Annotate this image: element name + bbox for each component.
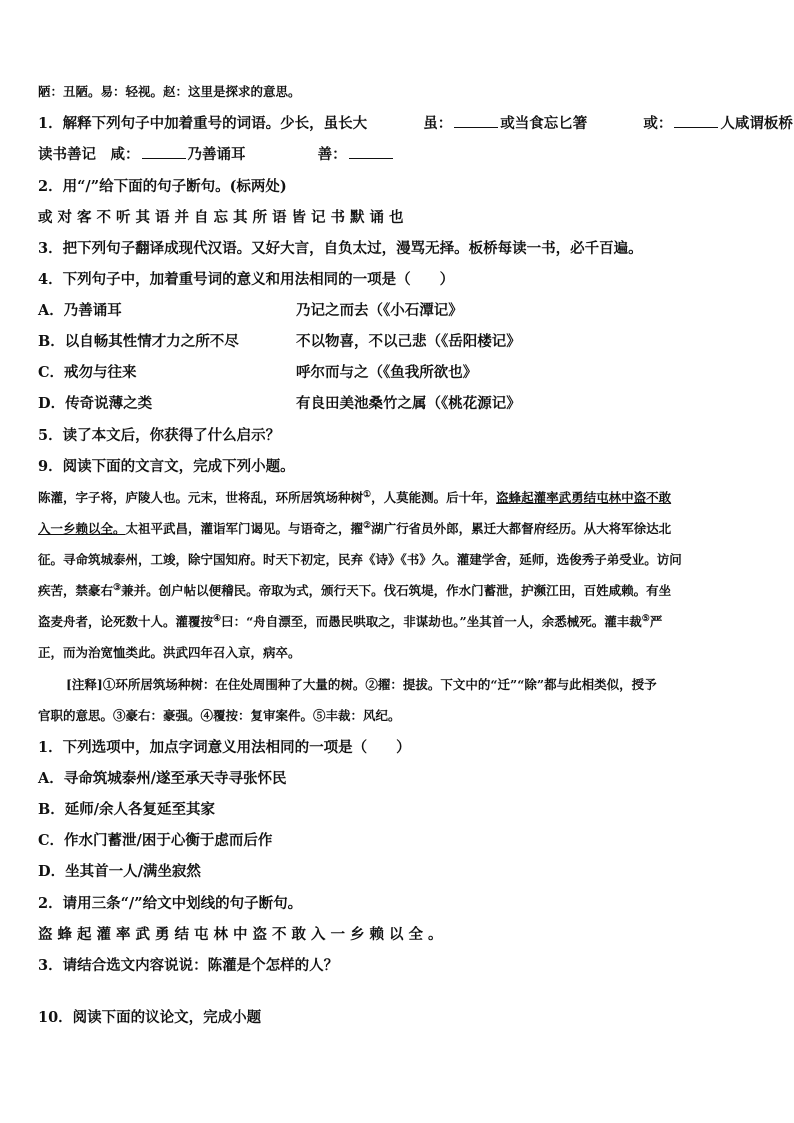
q1-label-sui: 虽： [423, 115, 453, 132]
q4-option-c[interactable] [38, 364, 758, 381]
sq1-option-d[interactable]: D．坐其首一人/满坐寂然 [38, 863, 201, 880]
underlined-sentence: 盗蜂起灌率武勇结屯林中盗不敢 [496, 490, 672, 506]
question-4: 4．下列句子中，加着重号词的意义和用法相同的一项是（ ） [38, 271, 455, 288]
annotation-line-1: [注释]①环所居筑场种树：在住处周围种了大量的树。②擢：提拔。下文中的“迁”“除”都与此相类似，授予 [66, 677, 657, 692]
passage-text: 湖广行省员外郎，累迁大都督府经历。从大将军徐达北 [371, 521, 672, 537]
question-1-cont [38, 146, 758, 163]
q1-text-3: 人咸谓板桥 [720, 115, 793, 132]
q1-text-4: 乃善诵耳 [187, 146, 246, 163]
annotation-line-2: 官职的意思。③豪右：豪强。④覆按：复审案件。⑤丰裁：风纪。 [38, 708, 401, 723]
question-5: 5．读了本文后，你获得了什么启示？ [38, 427, 281, 444]
footnote-mark: ④ [213, 614, 222, 624]
sq1-option-b[interactable]: B．延师/余人各复延至其家 [38, 801, 216, 818]
sq1-option-c[interactable]: C．作水门蓄泄/困于心衡于虑而后作 [38, 832, 273, 849]
passage-line-5 [38, 614, 758, 629]
q1-text: 1．解释下列句子中加着重号的词语。少长，虽长大 [38, 115, 368, 132]
q4-option-a[interactable] [38, 302, 758, 319]
passage-line-4 [38, 583, 758, 598]
question-9: 9．阅读下面的文言文，完成下列小题。 [38, 458, 295, 475]
passage-text: 盗麦舟者，论死数十人。灌覆按 [38, 614, 214, 630]
passage-text: 陈灌，字子将，庐陵人也。元末，世将乱，环所居筑场种树 [38, 490, 364, 506]
answer-blank[interactable] [454, 115, 498, 128]
option-right: 呼尔而与之（《鱼我所欲也》 [296, 364, 478, 381]
question-2: 2．用“/”给下面的句子断句。(标两处) [38, 178, 287, 195]
answer-blank[interactable] [349, 146, 393, 159]
sq1-option-a[interactable]: A．寻命筑城泰州/遂至承天寺寻张怀民 [38, 770, 287, 787]
sub-question-2: 2．请用三条“/”给文中划线的句子断句。 [38, 895, 303, 912]
q1-label-huo: 或： [643, 115, 673, 132]
footnote-mark: ② [363, 521, 372, 531]
footnote-mark: ⑤ [641, 614, 650, 624]
answer-blank[interactable] [674, 115, 718, 128]
passage-line-2 [38, 521, 758, 536]
passage-line-1 [38, 490, 758, 505]
answer-blank[interactable] [142, 146, 186, 159]
sub-question-1: 1．下列选项中，加点字词意义用法相同的一项是（ ） [38, 739, 411, 756]
option-right: 乃记之而去（《小石潭记》 [296, 302, 463, 319]
q4-option-b[interactable] [38, 333, 758, 350]
passage-text: 严 [649, 614, 663, 630]
option-left: D．传奇说薄之类 [38, 395, 153, 412]
option-right: 有良田美池桑竹之属（《桃花源记》 [296, 395, 521, 412]
question-10: 10．阅读下面的议论文，完成小题 [38, 1009, 262, 1026]
passage-line-6: 正，而为治宽恤类此。洪武四年召入京，病卒。 [38, 645, 301, 660]
sub-question-3: 3．请结合选文内容说说：陈灌是个怎样的人？ [38, 957, 339, 974]
q1-label-shan: 善： [317, 146, 347, 163]
passage-text: ，人莫能测。后十年， [371, 490, 497, 506]
passage-text: 兼并。创户帖以便稽民。帝取为式，颁行天下。伐石筑堤，作水门蓄泄，护濒江田，百姓咸赖。有坐 [121, 583, 672, 599]
option-left: C．戒勿与往来 [38, 364, 137, 381]
option-right: 不以物喜，不以己悲（《岳阳楼记》 [296, 333, 521, 350]
option-left: A．乃善诵耳 [38, 302, 122, 319]
passage-text: 疾苦，禁豪右 [38, 583, 114, 599]
question-2-sentence: 或对客不听其语并自忘其所语皆记书默诵也 [38, 209, 409, 226]
sub-question-2-sentence: 盗蜂起灌率武勇结屯林中盗不敢入一乡赖以全。 [38, 926, 448, 943]
underlined-sentence: 入一乡赖以全。 [38, 521, 126, 537]
option-left: B．以自畅其性情才力之所不尽 [38, 333, 239, 350]
q1-text-2: 或当食忘匕箸 [500, 115, 588, 132]
footnote-mark: ③ [113, 583, 122, 593]
question-1 [38, 115, 793, 132]
passage-line-3: 征。寻命筑城泰州，工竣，除宁国知府。时天下初定，民弃《诗》《书》久。灌建学舍，延师，选俊秀子弟受业。访问 [38, 552, 682, 567]
passage-text: 太祖平武昌，灌诣军门谒见。与语奇之，擢 [125, 521, 364, 537]
top-notes: 陋：丑陋。易：轻视。赵：这里是探求的意思。 [38, 84, 301, 99]
footnote-mark: ① [363, 490, 372, 500]
question-3: 3．把下列句子翻译成现代汉语。又好大言，自负太过，漫骂无择。板桥每读一书，必千百遍。 [38, 240, 643, 257]
q4-option-d[interactable] [38, 395, 758, 412]
q1-label-xian: 读书善记 咸： [38, 146, 140, 163]
passage-text: 曰：“舟自漂至，而愚民哄取之，非谋劫也。”坐其首一人，余悉械死。灌丰裁 [221, 614, 642, 630]
